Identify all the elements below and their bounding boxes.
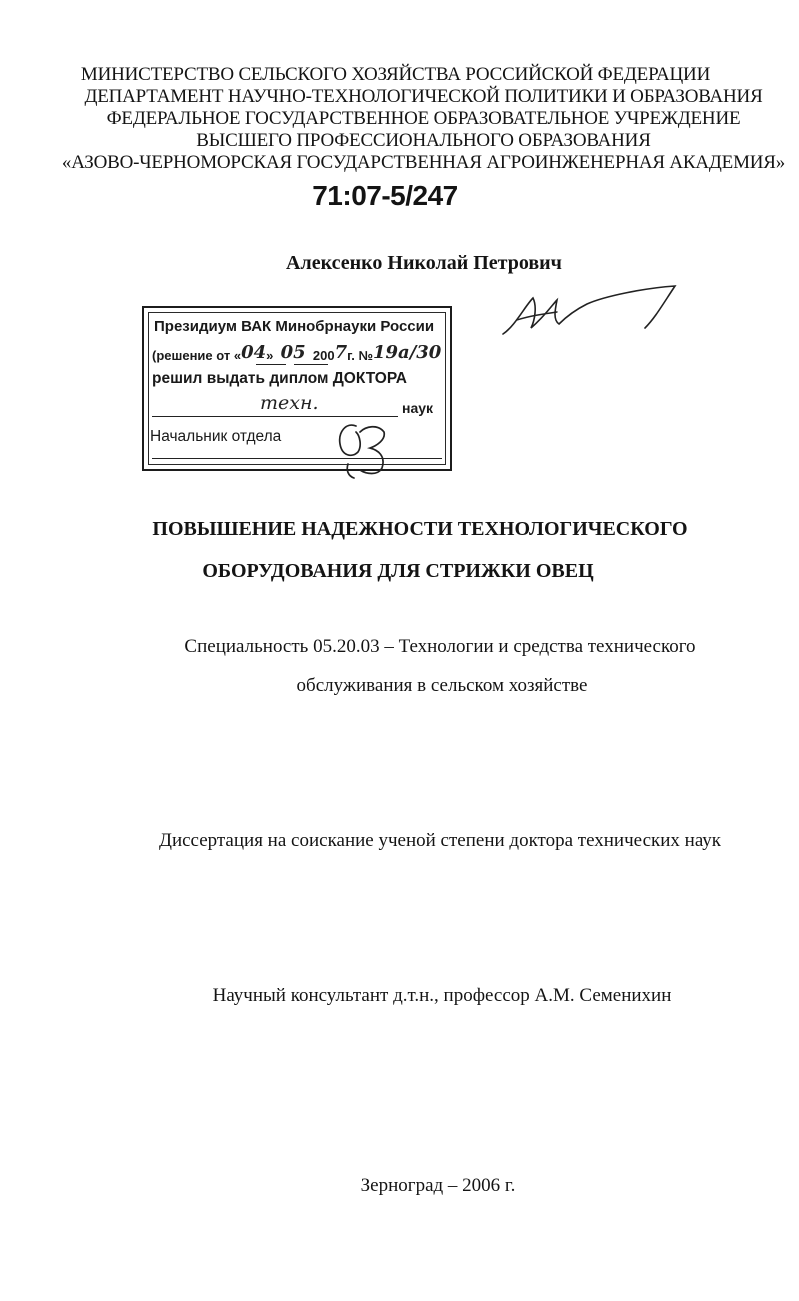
header-ministry: МИНИСТЕРСТВО СЕЛЬСКОГО ХОЗЯЙСТВА РОССИЙСКОЙ ФЕДЕРАЦИИ xyxy=(80,64,711,85)
stamp-field-suffix: наук xyxy=(402,400,434,416)
stamp-month-underline xyxy=(294,364,328,365)
header-higher-education: ВЫСШЕГО ПРОФЕССИОНАЛЬНОГО ОБРАЗОВАНИЯ xyxy=(196,130,651,151)
stamp-diploma-line: решил выдать диплом ДОКТОРА xyxy=(152,370,408,387)
header-academy: «АЗОВО-ЧЕРНОМОРСКАЯ ГОСУДАРСТВЕННАЯ АГРОИНЖЕНЕРНАЯ АКАДЕМИЯ» xyxy=(61,152,786,173)
dissertation-statement: Диссертация на соискание ученой степени доктора технических наук xyxy=(158,830,722,851)
stamp-head-of-department: Начальник отдела xyxy=(150,428,282,445)
stamp-field-handwritten: техн. xyxy=(260,392,319,414)
stamp-day-underline xyxy=(256,364,286,365)
stamp-decision-prefix: (решение от « xyxy=(152,348,242,363)
document-code: 71:07-5/247 xyxy=(312,180,458,211)
header-department: ДЕПАРТАМЕНТ НАУЧНО-ТЕХНОЛОГИЧЕСКОЙ ПОЛИТИКИ И ОБРАЗОВАНИЯ xyxy=(84,86,763,107)
thesis-title-line2: ОБОРУДОВАНИЯ ДЛЯ СТРИЖКИ ОВЕЦ xyxy=(202,560,594,582)
stamp-signature-icon xyxy=(326,412,406,482)
author-signature-icon xyxy=(495,276,695,356)
place-and-year: Зерноград – 2006 г. xyxy=(360,1175,516,1196)
scientific-consultant: Научный консультант д.т.н., профессор А.М. Семенихин xyxy=(212,985,672,1006)
specialty-line1: Специальность 05.20.03 – Технологии и средства технического xyxy=(184,636,696,657)
stamp-decision-month: 05 xyxy=(280,342,306,363)
stamp-decision-quote: » xyxy=(266,348,274,363)
stamp-decision-number: 19a/30 xyxy=(372,342,442,363)
thesis-title-line1: ПОВЫШЕНИЕ НАДЕЖНОСТИ ТЕХНОЛОГИЧЕСКОГО xyxy=(152,518,688,540)
stamp-presidium-line: Президиум ВАК Минобрнауки России xyxy=(154,318,435,335)
specialty-line2: обслуживания в сельском хозяйстве xyxy=(296,675,588,696)
author-name: Алексенко Николай Петрович xyxy=(286,252,562,274)
stamp-decision-g-number: г. № xyxy=(347,348,373,363)
stamp-decision-day: 04 xyxy=(241,342,267,363)
stamp-decision-line xyxy=(152,344,441,365)
stamp-decision-year-digit: 7 xyxy=(334,342,348,363)
stamp-decision-year: 200 xyxy=(312,348,335,363)
header-federal-institution: ФЕДЕРАЛЬНОЕ ГОСУДАРСТВЕННОЕ ОБРАЗОВАТЕЛЬНОЕ УЧРЕЖДЕНИЕ xyxy=(106,108,741,129)
